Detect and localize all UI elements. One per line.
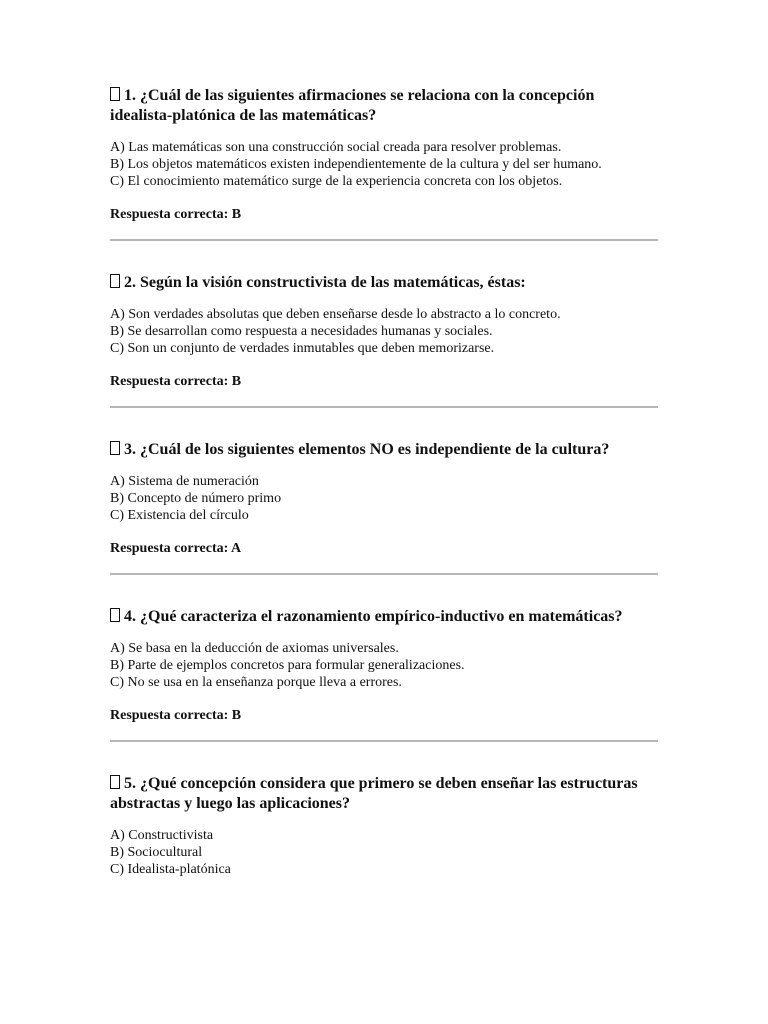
- question-1-text: 1. ¿Cuál de las siguientes afirmaciones se relaciona con la concepción idealista-platónica de las matemáticas?: [110, 87, 595, 124]
- question-1-answer: Respuesta correcta: B: [110, 207, 242, 222]
- question-mark-box-icon: [110, 441, 120, 455]
- question-3-title: [110, 440, 658, 460]
- option-a: A) Las matemáticas son una construcción social creada para resolver problemas.: [110, 140, 562, 155]
- question-1-title: [110, 86, 658, 126]
- question-2-options: [110, 306, 658, 357]
- question-2-answer: Respuesta correcta: B: [110, 374, 242, 389]
- option-c: C) Existencia del círculo: [110, 508, 249, 523]
- option-b: B) Concepto de número primo: [110, 491, 282, 506]
- option-a: A) Se basa en la deducción de axiomas universales.: [110, 641, 399, 656]
- option-c: C) Idealista-platónica: [110, 862, 231, 877]
- option-a: A) Sistema de numeración: [110, 474, 259, 489]
- question-5-title: [110, 774, 658, 814]
- spacer: [110, 742, 658, 774]
- question-1-options: [110, 139, 658, 190]
- question-mark-box-icon: [110, 274, 120, 288]
- question-4-answer: Respuesta correcta: B: [110, 708, 242, 723]
- option-b: B) Los objetos matemáticos existen independientemente de la cultura y del ser humano.: [110, 157, 602, 172]
- question-3-text: 3. ¿Cuál de los siguientes elementos NO es independiente de la cultura?: [124, 441, 610, 458]
- spacer: [110, 241, 658, 273]
- question-3-options: [110, 473, 658, 524]
- option-b: B) Se desarrollan como respuesta a necesidades humanas y sociales.: [110, 324, 493, 339]
- question-mark-box-icon: [110, 608, 120, 622]
- option-c: C) Son un conjunto de verdades inmutables que deben memorizarse.: [110, 341, 495, 356]
- question-3-answer: Respuesta correcta: A: [110, 541, 242, 556]
- option-c: C) El conocimiento matemático surge de la experiencia concreta con los objetos.: [110, 174, 563, 189]
- option-b: B) Sociocultural: [110, 845, 203, 860]
- question-5: [110, 774, 658, 878]
- spacer: [110, 575, 658, 607]
- question-3: [110, 440, 658, 575]
- option-a: A) Son verdades absolutas que deben enseñarse desde lo abstracto a lo concreto.: [110, 307, 561, 322]
- question-4-options: [110, 640, 658, 691]
- question-2: [110, 273, 658, 408]
- question-1: [110, 86, 658, 241]
- option-a: A) Constructivista: [110, 828, 214, 843]
- question-2-title: [110, 273, 658, 293]
- spacer: [110, 408, 658, 440]
- question-mark-box-icon: [110, 775, 120, 789]
- quiz-document: [110, 86, 658, 878]
- option-b: B) Parte de ejemplos concretos para formular generalizaciones.: [110, 658, 465, 673]
- question-mark-box-icon: [110, 87, 120, 101]
- question-5-options: [110, 827, 658, 878]
- question-4-text: 4. ¿Qué caracteriza el razonamiento empírico-inductivo en matemáticas?: [124, 608, 623, 625]
- option-c: C) No se usa en la enseñanza porque lleva a errores.: [110, 675, 402, 690]
- question-2-text: 2. Según la visión constructivista de las matemáticas, éstas:: [124, 274, 526, 291]
- question-4: [110, 607, 658, 742]
- question-4-title: [110, 607, 658, 627]
- question-5-text: 5. ¿Qué concepción considera que primero se deben enseñar las estructuras abstractas y luego las aplicaciones?: [110, 775, 638, 812]
